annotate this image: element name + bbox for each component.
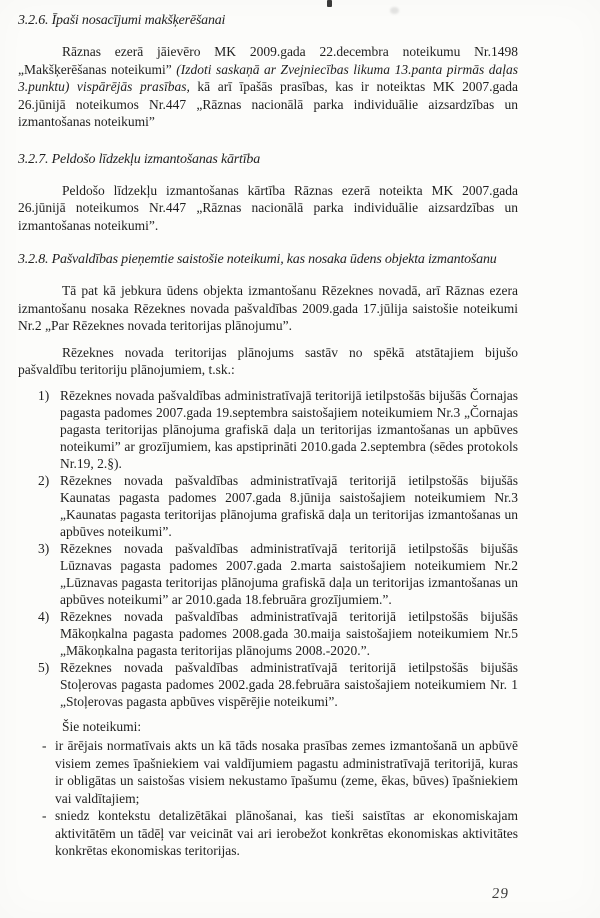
list-item-number: 2) (38, 472, 50, 488)
dash-marker: - (42, 738, 47, 753)
list-item (18, 472, 518, 540)
closing-intro: Šie noteikumi: (62, 718, 142, 734)
list-item-text: Rēzeknes novada pašvaldības administratīvajā teritorijā ietilpstošās bijušās Stoļerovas pagasta padomes 2002.gada 28.februāra saistošajiem noteikumiem Nr. 1 „Stoļerovas pagasta apbūves vispērējie noteikumi”. (60, 659, 518, 709)
dash-list-item (18, 737, 518, 807)
scan-artifact (327, 0, 332, 7)
paragraph-3-2-6 (18, 43, 518, 131)
list-item (18, 608, 518, 659)
page-content (18, 12, 518, 860)
dash-item-text: sniedz kontekstu detalizētākai plānošanai, kas tieši saistītas ar ekonomiskajam aktivitātēm un tādēļ var veicināt vai ari ierobežot konkrētas ekonomiskas aktivitātes konkrētas ekonomiskas teritorijas. (55, 808, 518, 858)
list-item-number: 4) (38, 608, 50, 624)
list-item (18, 387, 518, 472)
list-item-number: 3) (38, 540, 50, 556)
paragraph-text-italic: (Izdoti saskaņā ar Zvejniecības likuma 13.panta pirmās daļas 3.punktu) vispārējās prasības, (18, 61, 518, 94)
list-item (18, 540, 518, 608)
list-item-text: Rēzeknes novada pašvaldības administratīvajā teritorijā ietilpstošās bijušās Kaunatas pagasta padomes 2007.gada 8.jūnija saistošajiem noteikumiem Nr.3 „Kaunatas pagasta teritorijas plānojuma grafiskā daļa un teritorijas izmantošanas un apbūves noteikumi”. (60, 472, 518, 539)
dash-list-item (18, 807, 518, 860)
paragraph-text: Rāznas ezerā jāievēro MK 2009.gada 22.decembra noteikumu Nr.1498 „Makšķerēšanas noteikumi” (18, 44, 518, 77)
list-item (18, 659, 518, 710)
section-heading-3-2-7: 3.2.7. Peldošo līdzekļu izmantošanas kārtība (18, 151, 261, 167)
section-heading-3-2-8: 3.2.8. Pašvaldības pieņemtie saistošie noteikumi, kas nosaka ūdens objekta izmantošanu (18, 252, 497, 267)
list-item-number: 5) (38, 659, 50, 675)
paragraph-text: kā arī īpašās prasības, kas ir noteiktas MK 2007.gada 26.jūnijā noteikumos Nr.447 „Rāznas nacionālā parka individuālie aizsardzības un izmantošanas noteikumi” (18, 79, 518, 129)
list-item-text: Rēzeknes novada pašvaldības administratīvajā teritorijā ietilpstošās bijušās Lūznavas pagasta padomes 2007.gada 2.marta saistošajiem noteikumiem Nr.2 „Lūznavas pagasta teritorijas plānojuma grafiskā daļa un teritorijas izmantošanas un apbūves noteikumi” ar 2010.gada 18.februāra grozījumiem.”. (60, 540, 518, 607)
list-item-number: 1) (38, 387, 50, 403)
paragraph-3-2-7: Peldošo līdzekļu izmantošanas kārtība Rāznas ezerā noteikta MK 2007.gada 26.jūnijā noteikumos Nr.447 „Rāznas nacionālā parka individuālie aizsardzības un izmantošanas noteikumi”. (18, 182, 518, 233)
dash-marker: - (42, 808, 47, 823)
list-item-text: Rēzeknes novada pašvaldības administratīvajā teritorijā ietilpstošās bijušās Mākoņkalna pagasta padomes 2008.gada 30.maija saistošajiem noteikumiem Nr.5 „Mākoņkalna pagasta teritorijas plānojums 2008.-2020.”. (60, 608, 518, 658)
numbered-list (18, 387, 518, 710)
dash-item-text: ir ārējais normatīvais akts un kā tāds nosaka prasības zemes izmantošanā un apbūvē visiem zemes īpašniekiem vai valdījumiem pagastu administratīvajā teritorijā, kuras ir obligātas un saistošas visiem nekustamo īpašumu (zeme, ēkas, būves) īpašniekiem vai valdītajiem; (55, 738, 518, 806)
paragraph-3-2-8-plan: Rēzeknes novada teritorijas plānojums sastāv no spēkā atstātajiem bijušo pašvaldību teritoriju plānojumiem, t.sk.: (18, 344, 518, 377)
dash-list (18, 737, 518, 860)
page-number: 29 (491, 886, 510, 902)
section-heading-3-2-6: 3.2.6. Īpaši nosacījumi makšķerēšanai (18, 13, 226, 28)
paragraph-3-2-8-intro: Tā pat kā jebkura ūdens objekta izmantošanu Rēzeknes novadā, arī Rāznas ezera izmantošanu nosaka Rēzeknes novada pašvaldības 2009.gada 17.jūlija saistošie noteikumi Nr.2 „Par Rēzeknes novada teritorijas plānojumu”. (18, 283, 518, 333)
list-item-text: Rēzeknes novada pašvaldības administratīvajā teritorijā ietilpstošās bijušās Čornajas pagasta padomes 2007.gada 19.septembra saistošajiem noteikumiem Nr.3 „Čornajas pagasta teritorijas plānojuma grafiskā daļa un teritorijas izmantošanas un apbūves noteikumi” ar grozījumiem, kas apstiprināti 2010.gada 2.septembra (sēdes protokols Nr.19, 2.§). (60, 387, 518, 471)
